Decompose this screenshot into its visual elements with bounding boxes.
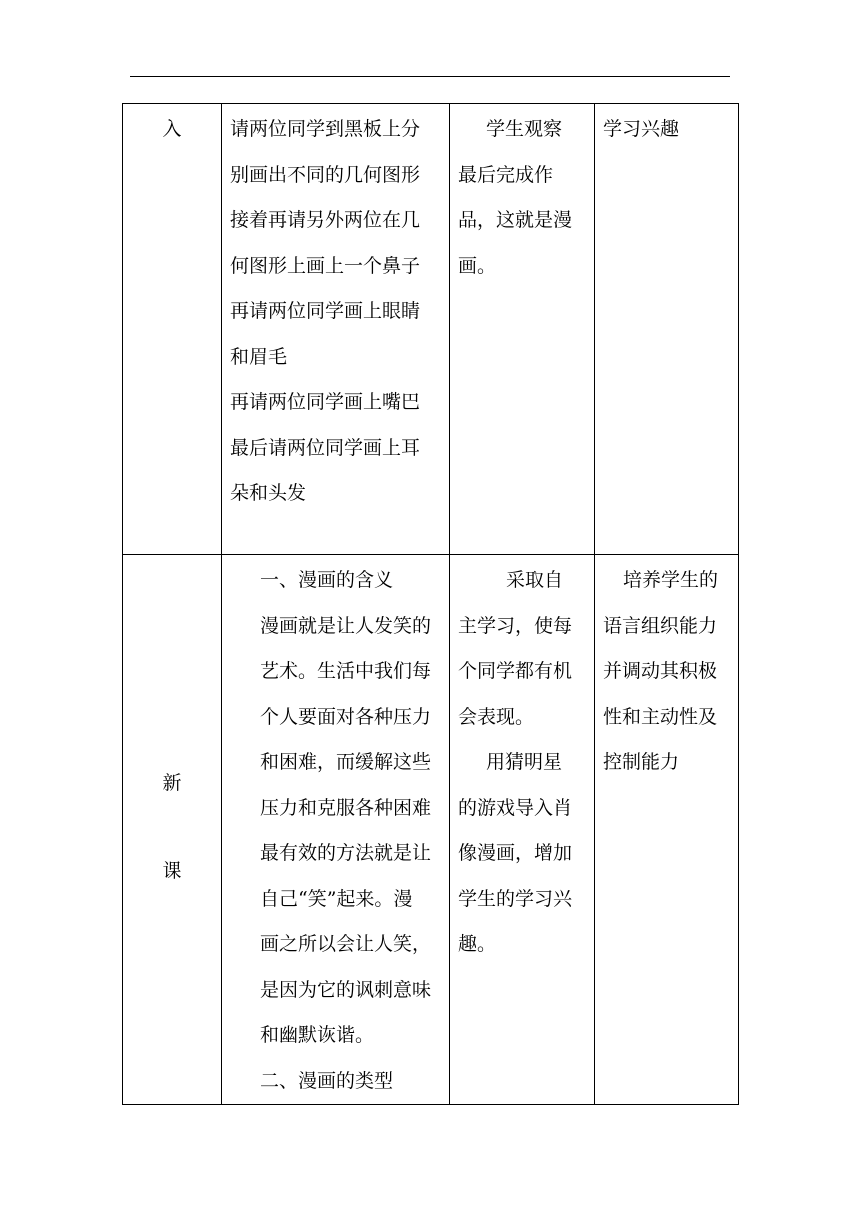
student-line: 会表现。 [458,705,535,728]
teacher-line: 画之所以会让人笑， [260,933,432,955]
student-line: 主学习，使每 [458,614,573,637]
student-line: 像漫画，增加 [458,842,573,864]
teacher-line: 最有效的方法就是让 [260,842,432,864]
teacher-line: 何图形上画上一个鼻子 [230,254,421,277]
student-line: 用猜明星 [486,751,563,773]
student-line: 趣。 [458,933,497,955]
stage-cell-new-lesson [123,555,222,1105]
teacher-line: 自己“笑”起来。漫 [260,887,413,910]
student-line: 最后完成作 [458,163,554,186]
student-line: 学生观察 [486,118,563,140]
purpose-cell-intro [595,104,739,555]
teacher-line: 再请两位同学画上眼睛 [230,300,421,322]
purpose-line: 控制能力 [603,751,680,773]
teacher-line: 漫画就是让人发笑的 [260,614,432,637]
purpose-line: 并调动其积极 [603,660,718,682]
student-line: 品，这就是漫 [458,209,573,231]
student-line: 的游戏导入肖 [458,796,573,819]
purpose-line: 培养学生的 [623,569,719,591]
teacher-line: 是因为它的讽刺意味 [260,978,432,1001]
purpose-line: 学习兴趣 [603,118,680,140]
teacher-line: 艺术。生活中我们每 [260,660,432,682]
teacher-line: 请两位同学到黑板上分 [230,118,421,140]
teacher-line: 和幽默诙谐。 [260,1024,375,1046]
stage-label-intro: 入 [162,118,182,140]
teacher-activity-cell-new-lesson [222,555,450,1105]
teacher-line: 别画出不同的几何图形 [230,163,421,186]
purpose-line: 语言组织能力 [603,614,718,637]
lesson-plan-table [122,103,739,1105]
student-line: 学生的学习兴 [458,887,573,910]
teacher-line: 朵和头发 [230,482,307,504]
teacher-line: 和眉毛 [230,345,288,368]
table-row-new-lesson [123,555,739,1105]
teacher-line: 和困难，而缓解这些 [260,751,432,773]
student-activity-cell-intro [450,104,595,555]
teacher-line: 一、漫画的含义 [260,569,394,591]
teacher-line: 个人要面对各种压力 [260,705,432,728]
student-line: 个同学都有机 [458,660,573,682]
purpose-cell-new-lesson [595,555,739,1105]
stage-label-new: 新 [162,772,182,794]
table-row-intro [123,104,739,555]
teacher-line: 最后请两位同学画上耳 [230,436,421,459]
purpose-line: 性和主动性及 [603,705,718,728]
student-activity-cell-new-lesson [450,555,595,1105]
teacher-activity-cell-intro [222,104,450,555]
teacher-line: 压力和克服各种困难 [260,796,432,819]
teacher-line: 二、漫画的类型 [260,1069,394,1092]
teacher-line: 接着再请另外两位在几 [230,209,421,231]
student-line: 采取自 [506,569,564,591]
teacher-line: 再请两位同学画上嘴巴 [230,391,421,413]
header-rule [130,76,730,77]
stage-cell-intro [123,104,222,555]
stage-label-lesson: 课 [162,860,182,882]
student-line: 画。 [458,254,497,277]
